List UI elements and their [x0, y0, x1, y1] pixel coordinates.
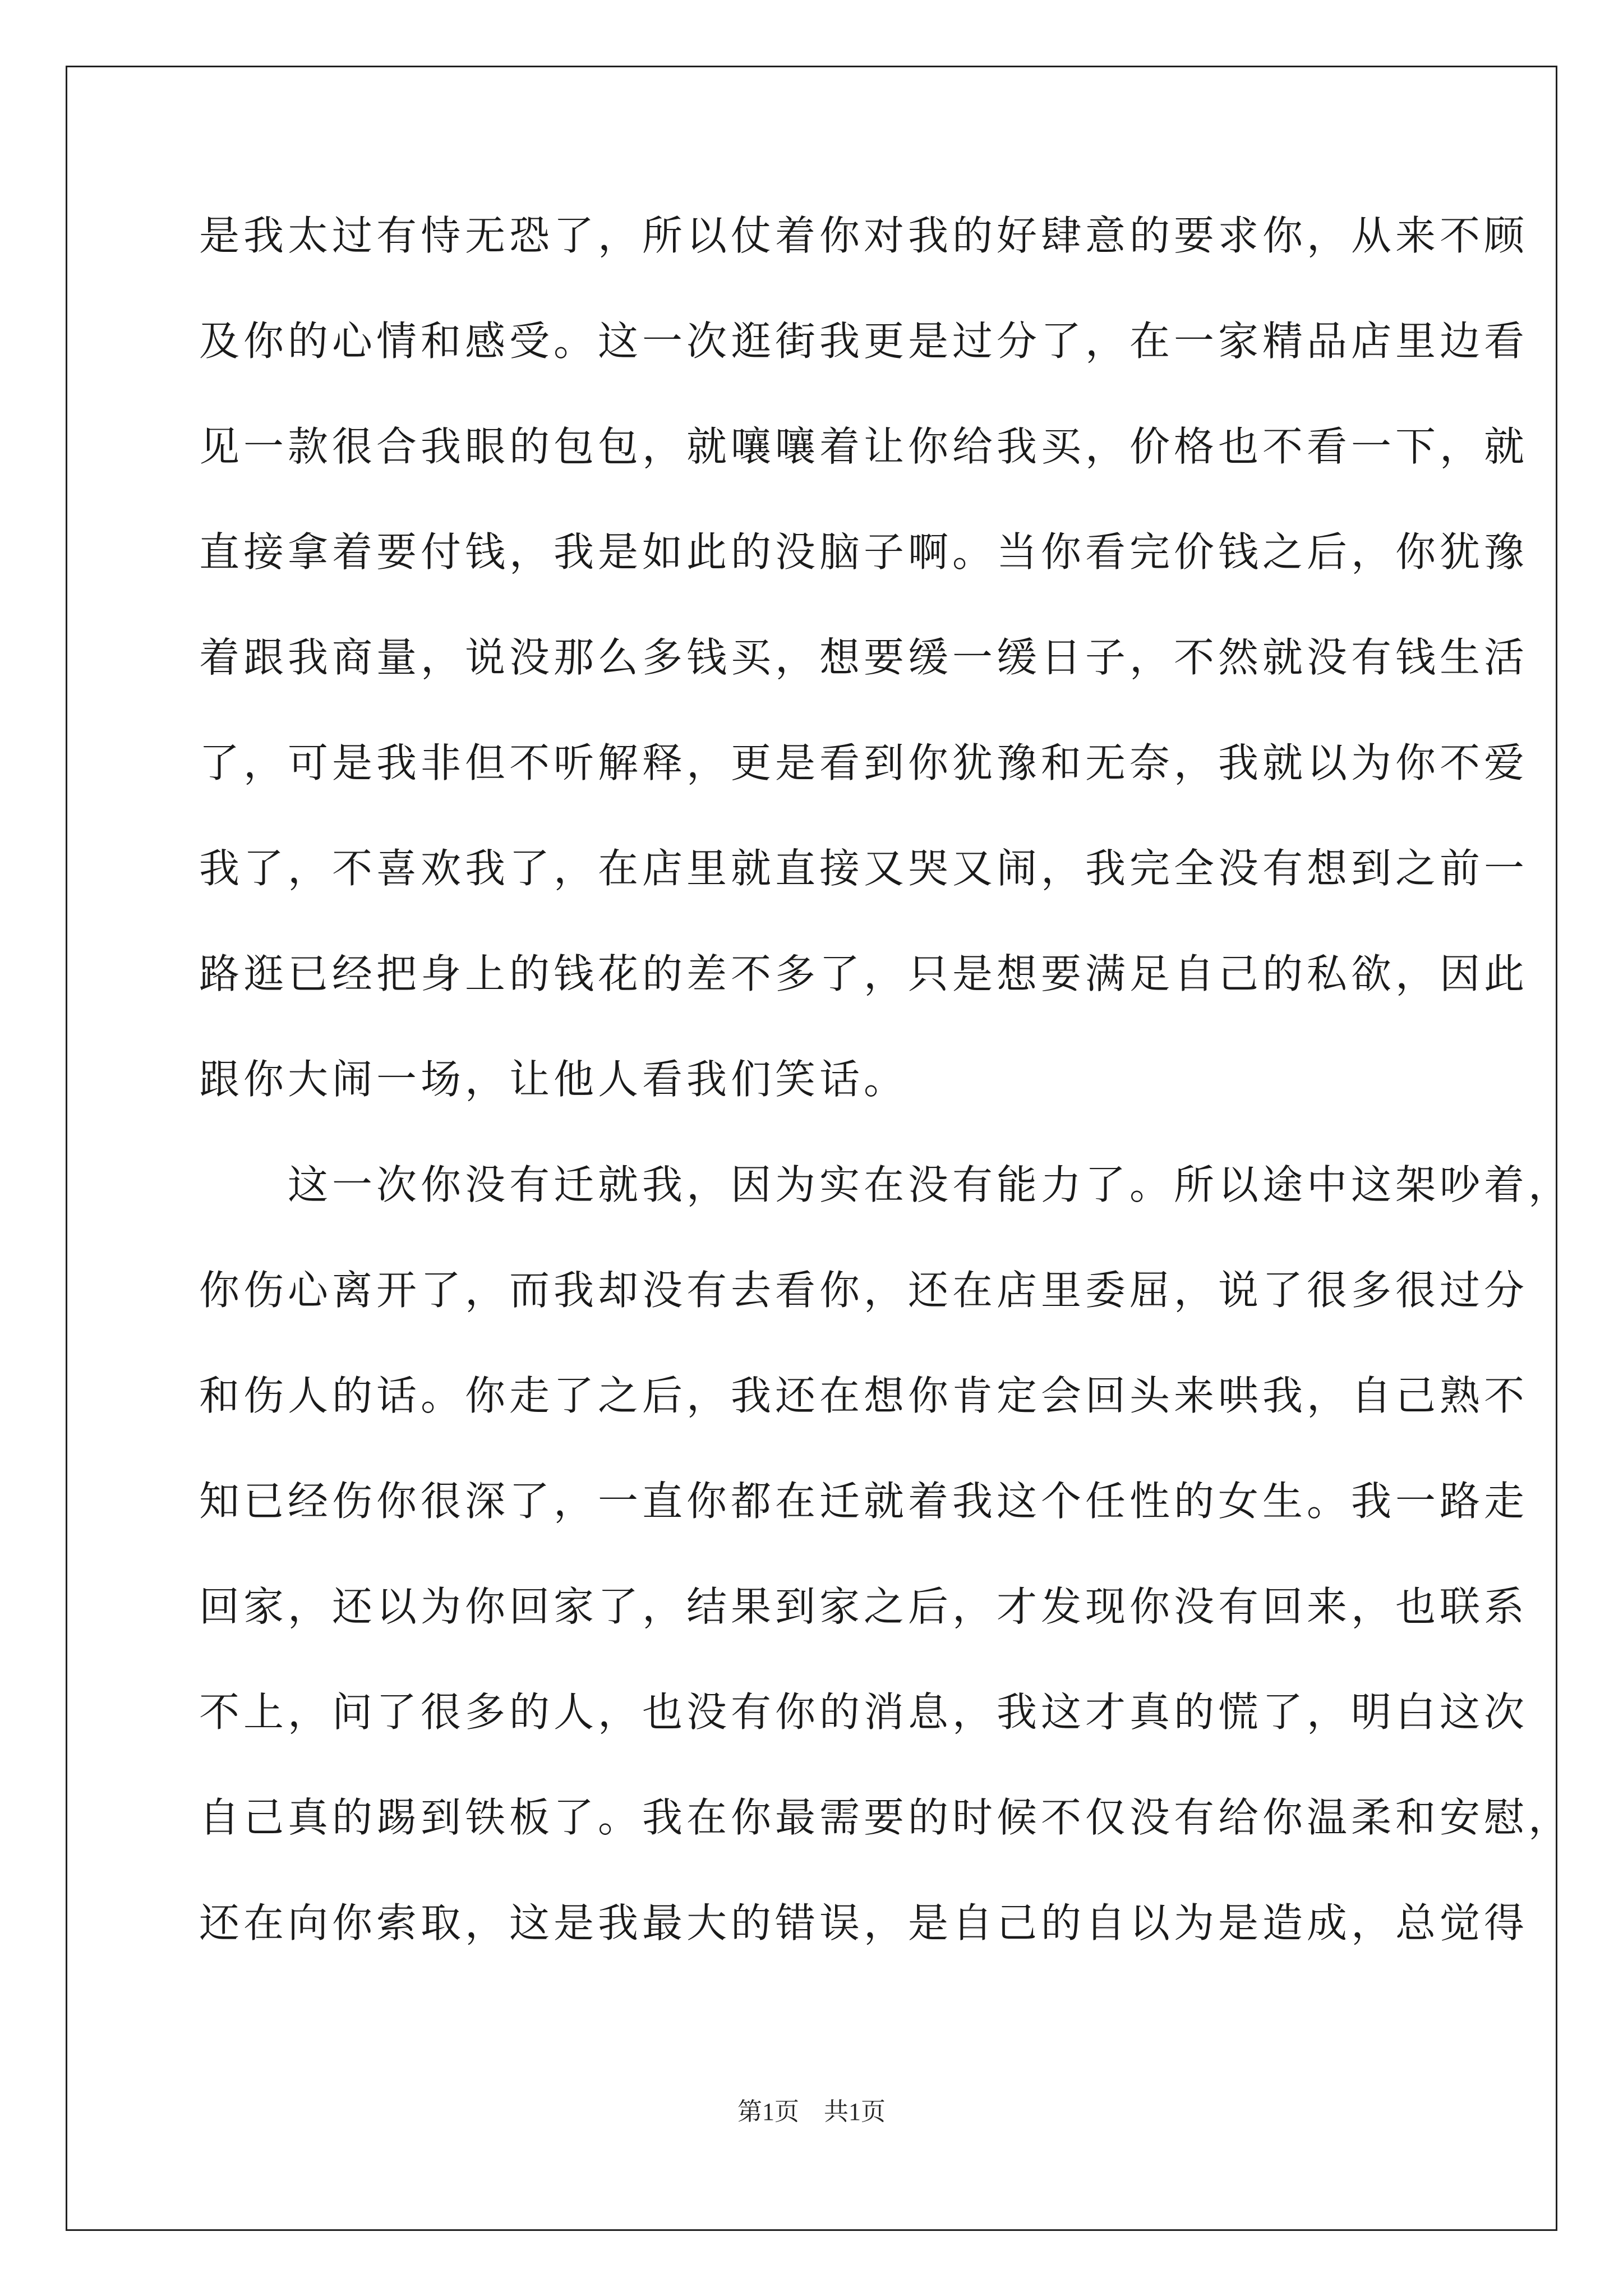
- text-line: 自己真的踢到铁板了。我在你最需要的时候不仅没有给你温柔和安慰，: [199, 1794, 1573, 1841]
- text-line: 你伤心离开了，而我却没有去看你，还在店里委屈，说了很多很过分: [199, 1267, 1529, 1314]
- text-line: 直接拿着要付钱，我是如此的没脑子啊。当你看完价钱之后，你犹豫: [199, 528, 1529, 576]
- text-line: 见一款很合我眼的包包，就嚷嚷着让你给我买，价格也不看一下，就: [199, 423, 1529, 470]
- text-line: 及你的心情和感受。这一次逛街我更是过分了，在一家精品店里边看: [199, 318, 1529, 365]
- page-footer: 第1页 共1页: [737, 2098, 886, 2125]
- text-line: 这一次你没有迁就我，因为实在没有能力了。所以途中这架吵着，: [199, 1161, 1573, 1208]
- text-line: 回家，还以为你回家了，结果到家之后，才发现你没有回来，也联系: [199, 1583, 1529, 1630]
- text-line: 路逛已经把身上的钱花的差不多了，只是想要满足自己的私欲，因此: [199, 950, 1529, 997]
- text-line: 跟你大闹一场，让他人看我们笑话。: [199, 1056, 909, 1103]
- text-line: 着跟我商量，说没那么多钱买，想要缓一缓日子，不然就没有钱生活: [199, 634, 1529, 681]
- text-line: 还在向你索取，这是我最大的错误，是自己的自以为是造成，总觉得: [199, 1899, 1529, 1947]
- text-line: 我了，不喜欢我了，在店里就直接又哭又闹，我完全没有想到之前一: [199, 845, 1529, 892]
- text-line: 了，可是我非但不听解释，更是看到你犹豫和无奈，我就以为你不爱: [199, 739, 1529, 786]
- text-line: 知已经伤你很深了，一直你都在迁就着我这个任性的女生。我一路走: [199, 1478, 1529, 1525]
- text-line: 是我太过有恃无恐了，所以仗着你对我的好肆意的要求你，从来不顾: [199, 212, 1529, 259]
- text-line: 和伤人的话。你走了之后，我还在想你肯定会回头来哄我，自己熟不: [199, 1372, 1529, 1419]
- text-line: 不上，问了很多的人，也没有你的消息，我这才真的慌了，明白这次: [199, 1688, 1529, 1736]
